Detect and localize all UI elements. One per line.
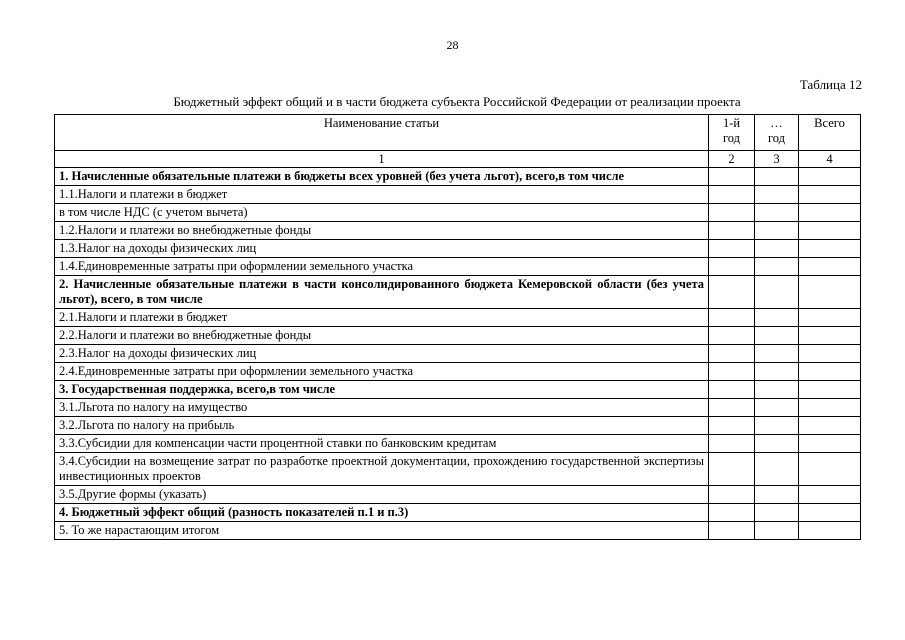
row-item-name: 1.4.Единовременные затраты при оформлении земельного участка [55,258,709,276]
row-cell-dots [755,504,799,522]
row-cell-dots [755,522,799,540]
table-row [55,345,861,363]
row-cell-total [799,309,861,327]
row-cell-dots [755,258,799,276]
table-row [55,486,861,504]
row-cell-year1 [709,486,755,504]
row-cell-total [799,186,861,204]
table-header-row [55,115,861,151]
header-year1-line2: год [722,131,741,145]
table-row [55,435,861,453]
table-row [55,258,861,276]
row-item-name: 2.4.Единовременные затраты при оформлении земельного участка [55,363,709,381]
row-cell-year1 [709,276,755,309]
row-cell-dots [755,168,799,186]
table-row [55,399,861,417]
column-numbers-row [55,151,861,168]
table-row [55,204,861,222]
table-row [55,276,861,309]
row-cell-year1 [709,345,755,363]
row-cell-year1 [709,327,755,345]
row-cell-total [799,435,861,453]
row-cell-total [799,276,861,309]
row-cell-year1 [709,435,755,453]
row-cell-total [799,399,861,417]
header-dots [755,115,799,151]
column-number: 1 [55,151,709,168]
row-cell-total [799,240,861,258]
table-row [55,363,861,381]
table-row [55,381,861,399]
row-cell-year1 [709,222,755,240]
table-row [55,309,861,327]
row-cell-dots [755,453,799,486]
header-year1 [709,115,755,151]
row-cell-total [799,522,861,540]
row-cell-total [799,363,861,381]
row-cell-year1 [709,381,755,399]
table-row [55,453,861,486]
row-item-name: 2. Начисленные обязательные платежи в части консолидированного бюджета Кемеровской области (без учета льгот), всего, в том числе [55,276,709,309]
row-cell-dots [755,309,799,327]
row-cell-year1 [709,417,755,435]
row-cell-dots [755,186,799,204]
column-number: 3 [755,151,799,168]
row-cell-year1 [709,453,755,486]
row-cell-total [799,417,861,435]
row-cell-year1 [709,399,755,417]
table-row [55,222,861,240]
row-cell-year1 [709,258,755,276]
row-cell-year1 [709,186,755,204]
header-dots-line2: год [767,131,786,145]
row-item-name: 1.2.Налоги и платежи во внебюджетные фонды [55,222,709,240]
row-cell-year1 [709,168,755,186]
row-cell-total [799,258,861,276]
table-row [55,186,861,204]
table-row [55,417,861,435]
row-item-name: 2.1.Налоги и платежи в бюджет [55,309,709,327]
row-item-name: 3.2.Льгота по налогу на прибыль [55,417,709,435]
table-row [55,504,861,522]
row-cell-dots [755,222,799,240]
table-row [55,522,861,540]
page-number: 28 [446,38,459,52]
header-name: Наименование статьи [55,115,709,151]
row-cell-total [799,486,861,504]
row-item-name: 1.3.Налог на доходы физических лиц [55,240,709,258]
row-cell-year1 [709,309,755,327]
header-dots-line1: … [770,116,783,130]
table-row [55,168,861,186]
column-number: 2 [709,151,755,168]
table-row [55,240,861,258]
budget-effect-table [54,114,861,540]
table-row [55,327,861,345]
row-item-name: 3.1.Льгота по налогу на имущество [55,399,709,417]
row-cell-year1 [709,363,755,381]
row-item-name: 5. То же нарастающим итогом [55,522,709,540]
row-cell-dots [755,417,799,435]
row-item-name: 3.3.Субсидии для компенсации части процентной ставки по банковским кредитам [55,435,709,453]
row-cell-year1 [709,204,755,222]
row-cell-dots [755,345,799,363]
row-cell-total [799,453,861,486]
row-cell-total [799,504,861,522]
row-cell-year1 [709,240,755,258]
row-cell-total [799,345,861,363]
row-item-name: 3.4.Субсидии на возмещение затрат по разработке проектной документации, прохождению государственной экспертизы инвестиционных проектов [55,453,709,486]
row-cell-dots [755,486,799,504]
row-item-name: 4. Бюджетный эффект общий (разность показателей п.1 и п.3) [55,504,709,522]
row-cell-dots [755,435,799,453]
row-cell-year1 [709,504,755,522]
row-item-name: в том числе НДС (с учетом вычета) [55,204,709,222]
header-total: Всего [799,115,861,151]
column-number: 4 [799,151,861,168]
row-item-name: 3. Государственная поддержка, всего,в том числе [55,381,709,399]
row-cell-dots [755,240,799,258]
row-cell-dots [755,204,799,222]
row-cell-total [799,222,861,240]
row-cell-total [799,327,861,345]
row-item-name: 1. Начисленные обязательные платежи в бюджеты всех уровней (без учета льгот), всего,в том числе [55,168,709,186]
row-cell-total [799,168,861,186]
row-cell-dots [755,276,799,309]
row-cell-dots [755,399,799,417]
row-cell-dots [755,327,799,345]
row-cell-total [799,381,861,399]
row-cell-total [799,204,861,222]
row-item-name: 3.5.Другие формы (указать) [55,486,709,504]
row-cell-year1 [709,522,755,540]
table-label: Таблица 12 [799,77,862,92]
row-item-name: 2.2.Налоги и платежи во внебюджетные фонды [55,327,709,345]
row-item-name: 2.3.Налог на доходы физических лиц [55,345,709,363]
row-item-name: 1.1.Налоги и платежи в бюджет [55,186,709,204]
header-year1-line1: 1-й [722,116,741,130]
table-caption: Бюджетный эффект общий и в части бюджета субъекта Российской Федерации от реализации проекта [173,94,741,109]
row-cell-dots [755,363,799,381]
table-body [55,168,861,540]
row-cell-dots [755,381,799,399]
